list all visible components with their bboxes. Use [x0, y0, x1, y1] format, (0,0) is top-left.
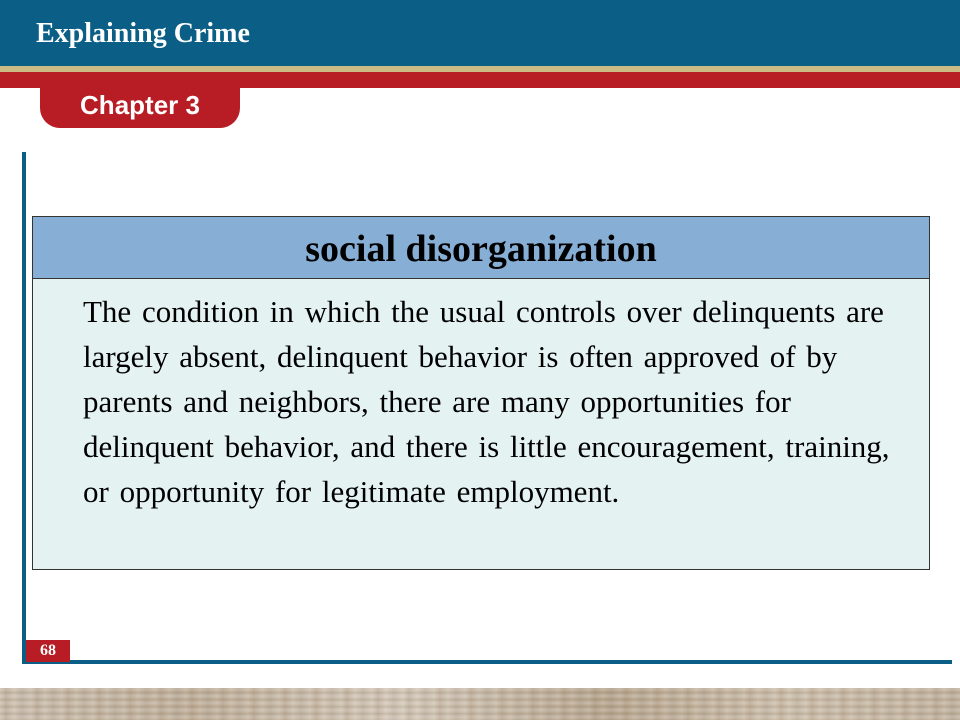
- term-heading: social disorganization: [305, 228, 657, 270]
- chapter-label: Chapter 3: [80, 90, 200, 120]
- definition-box: [32, 216, 930, 570]
- slide-number: 68: [26, 640, 70, 662]
- course-title: Explaining Crime: [36, 18, 250, 49]
- decorative-footer-band: [0, 688, 960, 720]
- chapter-tab: [40, 72, 240, 128]
- left-frame-rule: [22, 152, 26, 664]
- term-definition: The condition in which the usual controls over delinquents are largely absent, delinquent behavior is often approved of by parents and neighbors, there are many opportunities for delinquent behavior, and there is little encouragement, training, or opportunity for legitimate employment.: [83, 294, 890, 509]
- header-bar: [0, 0, 960, 66]
- term-heading-band: [33, 217, 929, 279]
- bottom-frame-rule: [22, 660, 952, 664]
